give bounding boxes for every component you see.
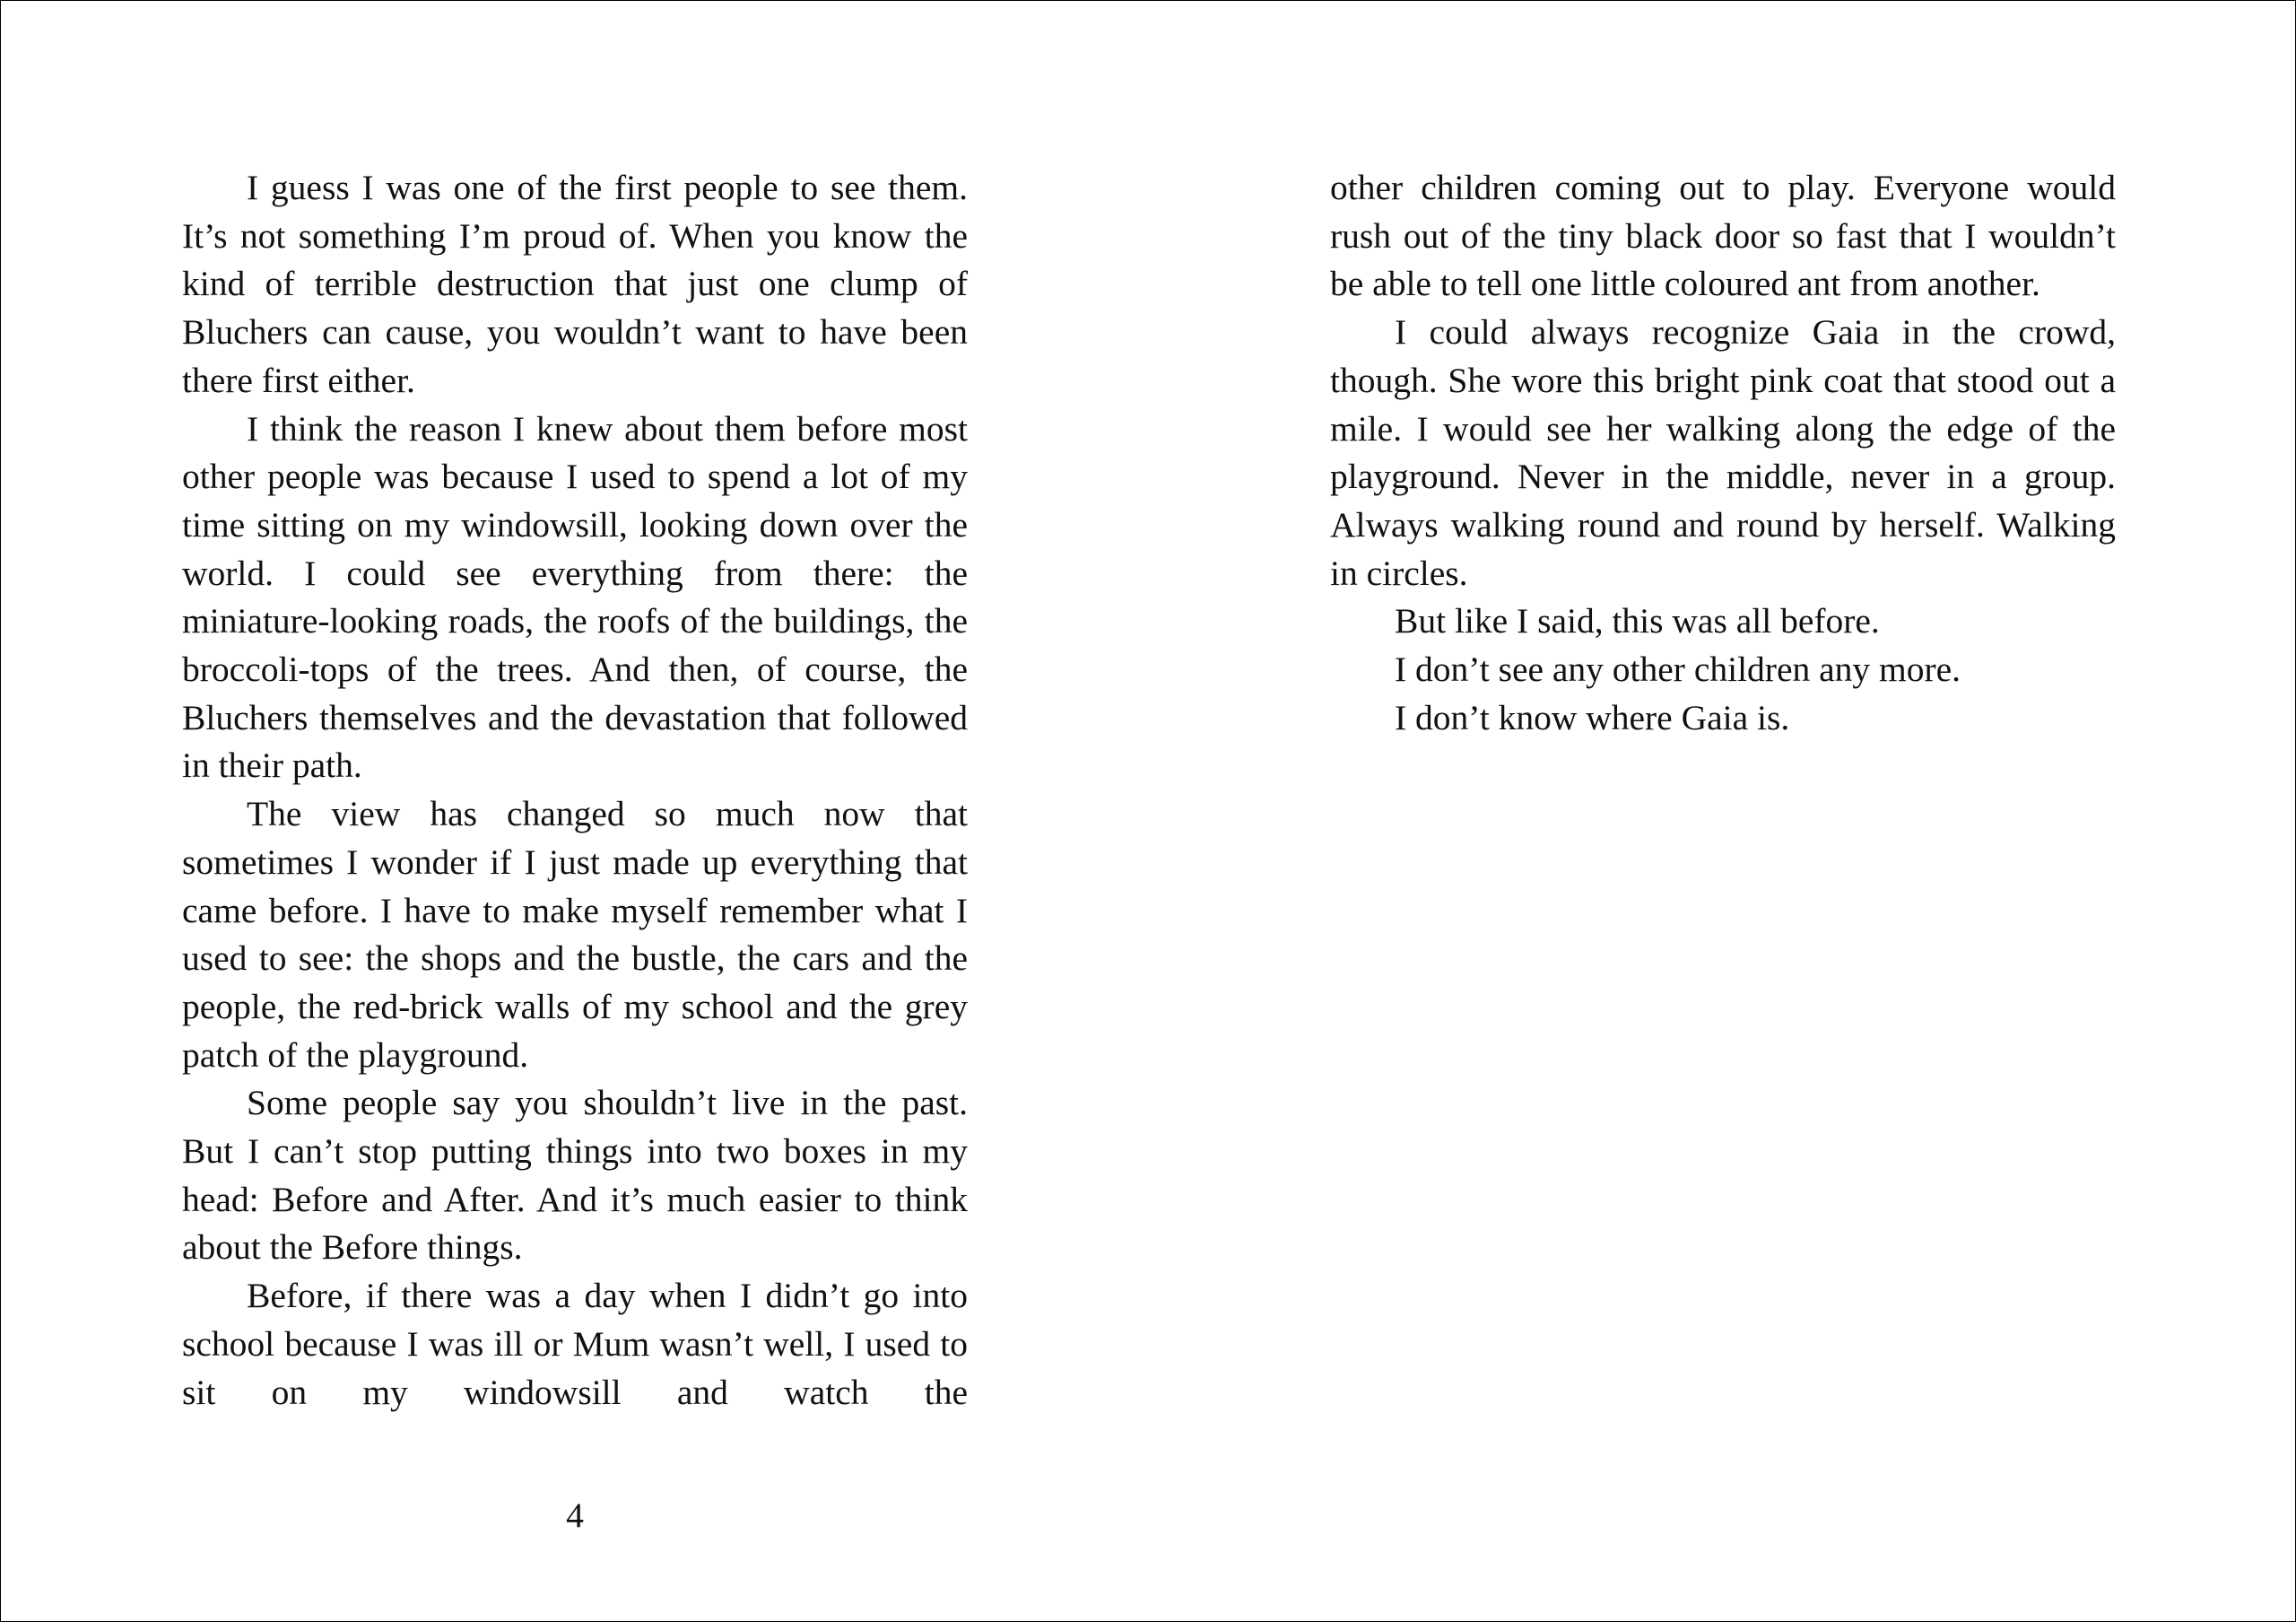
paragraph: But like I said, this was all before.: [1395, 601, 1880, 641]
paragraph: I think the reason I knew about them before most other people was because I used to spend a lot of my time sitting on my windowsill, looking down over the world. I could see everything from there: the miniature-looking roads, the roofs of the buildings, the broccoli-tops of the trees. And then, of course, the Bluchers themselves and the devastation that followed in their path.: [182, 408, 968, 786]
page-number: 4: [566, 1496, 584, 1535]
left-page: [182, 164, 968, 1417]
paragraph: I don’t see any other children any more.: [1395, 650, 1961, 690]
paragraph: The view has changed so much now that sometimes I wonder if I just made up everything that came before. I have to make myself remember what I used to see: the shops and the bustle, the cars and the people, the red-brick walls of my school and the grey patch of the playground.: [182, 794, 968, 1075]
paragraph: I don’t know where Gaia is.: [1395, 697, 1790, 737]
right-page: [1330, 164, 2116, 742]
paragraph: other children coming out to play. Everyone would rush out of the tiny black door so fast that I wouldn’t be able to tell one little coloured ant from another.: [1330, 168, 2116, 304]
paragraph: I could always recognize Gaia in the crowd, though. She wore this bright pink coat that stood out a mile. I would see her walking along the edge of the playground. Never in the middle, never in a group. Always walking round and round by herself. Walking in circles.: [1330, 312, 2116, 593]
paragraph: I guess I was one of the first people to see them. It’s not something I’m proud of. When you know the kind of terrible destruction that just one clump of Bluchers can cause, you wouldn’t want to have been there first either.: [182, 168, 968, 400]
paragraph: Before, if there was a day when I didn’t go into school because I was ill or Mum wasn’t well, I used to sit on my windowsill and watch the: [182, 1276, 968, 1412]
paragraph: Some people say you shouldn’t live in the past. But I can’t stop putting things into two boxes in my head: Before and After. And it’s much easier to think about the Before things.: [182, 1083, 968, 1268]
